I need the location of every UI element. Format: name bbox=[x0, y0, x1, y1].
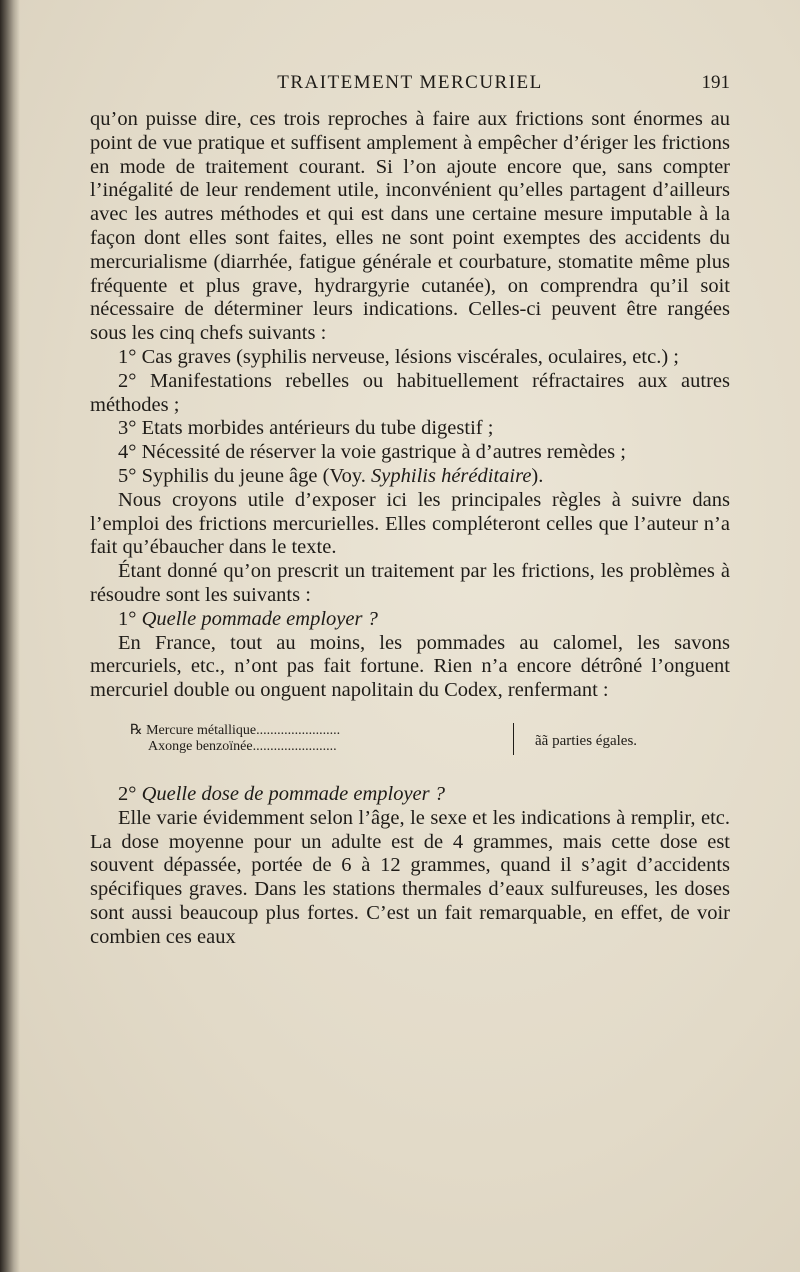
list-item-5-prefix: 5° Syphilis du jeune âge (Voy. bbox=[118, 464, 372, 487]
ingredient-mercury: Mercure métallique bbox=[146, 722, 257, 738]
question-2-number: 2° bbox=[118, 782, 142, 805]
question-1-number: 1° bbox=[118, 607, 142, 630]
paragraph-dose: Elle varie évidemment selon l’âge, le sexe et les indications à remplir, etc. La dose moyenne pour un adulte est de 4 grammes, mais cette dose est souvent dépassée, portée de 6 à 12 grammes, quand il s’agit d’accidents spécifiques graves. Dans les stations thermales d’eaux sulfureuses, les doses sont aussi beaucoup plus fortes. C’est un fait remarquable, en effet, de voir combien ces eaux bbox=[90, 806, 730, 948]
formula-line-2 bbox=[130, 739, 340, 755]
paragraph-rules-intro: Nous croyons utile d’exposer ici les principales règles à suivre dans l’emploi des frictions mercurielles. Elles compléteront celles que l’auteur n’a fait qu’ébaucher dans le texte. bbox=[90, 488, 730, 559]
body-text bbox=[90, 108, 730, 950]
question-2-heading bbox=[90, 783, 730, 807]
list-item-3: 3° Etats morbides antérieurs du tube digestif ; bbox=[118, 417, 494, 440]
formula-quantity: ãã parties égales. bbox=[535, 732, 638, 749]
book-page bbox=[90, 0, 730, 1272]
formula-ingredients bbox=[130, 723, 340, 755]
book-binding-shadow bbox=[0, 0, 20, 1272]
list-item-5-reference: Syphilis héréditaire bbox=[371, 464, 532, 487]
list-item-5 bbox=[90, 465, 730, 489]
page-number: 191 bbox=[701, 72, 730, 93]
running-head bbox=[90, 72, 730, 100]
question-1-text: Quelle pommade employer ? bbox=[141, 607, 378, 630]
recipe-symbol: ℞ bbox=[130, 722, 143, 738]
paragraph-continuation: qu’on puisse dire, ces trois reproches à faire aux frictions sont énormes au point de vue pratique et suffisent amplement à empêcher d’ériger les frictions en mode de traitement courant. Si l’on ajoute encore que, sans compter l’inégalité de leur rendement utile, inconvénient qu’elles partagent d’ailleurs avec les autres méthodes et qui est dans une certaine mesure imputable à la façon dont elles sont faites, elles ne sont point exemptes des accidents du mercurialisme (diarrhée, fatigue générale et courbature, stomatite même plus fréquente et plus grave, hydrargyrie cutanée), on comprendra qu’il soit nécessaire de déterminer leurs indications. Celles-ci peuvent être rangées sous les cinq chefs suivants : bbox=[90, 108, 730, 345]
list-item-1: 1° Cas graves (syphilis nerveuse, lésions viscérales, oculaires, etc.) ; bbox=[118, 345, 679, 368]
list-item-5-suffix: ). bbox=[531, 464, 544, 487]
leader-dots-1: ........................ bbox=[256, 722, 341, 738]
ingredient-lard: Axonge benzoïnée bbox=[148, 738, 253, 754]
paragraph-problems: Étant donné qu’on prescrit un traitement par les frictions, les problèmes à résoudre sont les suivants : bbox=[90, 560, 730, 606]
list-item-2: 2° Manifestations rebelles ou habituellement réfractaires aux autres méthodes ; bbox=[90, 369, 730, 416]
question-1-heading bbox=[90, 608, 730, 632]
prescription-formula bbox=[90, 715, 730, 775]
leader-dots-2: ........................ bbox=[252, 738, 337, 754]
running-head-title: TRAITEMENT MERCURIEL bbox=[277, 72, 543, 93]
paragraph-ointment: En France, tout au moins, les pommades au calomel, les savons mercuriels, etc., n’ont pas fait fortune. Rien n’a encore détrôné l’onguent mercuriel double ou onguent napolitain du Codex, renfermant : bbox=[90, 631, 730, 702]
question-2-text: Quelle dose de pommade employer ? bbox=[141, 782, 446, 805]
formula-line-1 bbox=[130, 723, 340, 739]
formula-brace bbox=[507, 723, 514, 755]
list-item-4: 4° Nécessité de réserver la voie gastrique à d’autres remèdes ; bbox=[118, 441, 626, 464]
